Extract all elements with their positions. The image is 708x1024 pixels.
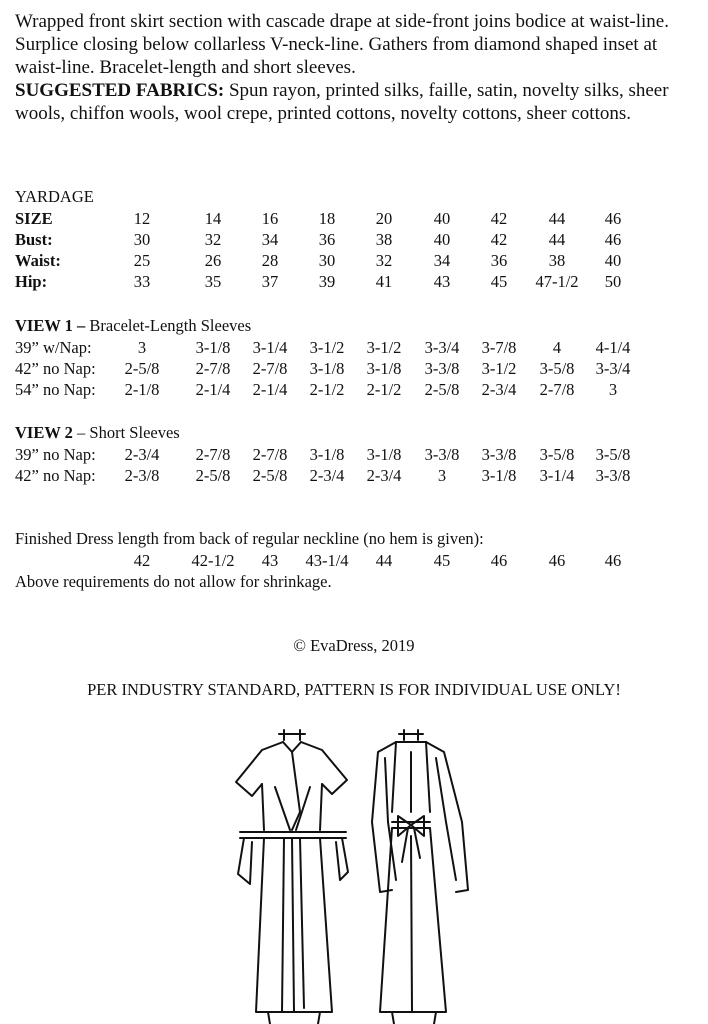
view2-cell: 2-3/4 [309, 466, 345, 485]
view1-heading [15, 316, 251, 336]
measurement-cell: 46 [604, 230, 622, 249]
measurement-cell: 42 [490, 230, 508, 249]
view1-cell: 3-1/2 [309, 338, 345, 357]
view1-cell: 2-1/8 [124, 380, 160, 399]
view1-cell: 3-1/8 [309, 359, 345, 378]
measurement-cell: 46 [604, 209, 622, 228]
view2-cell: 2-5/8 [252, 466, 288, 485]
measurement-row-label: Hip: [15, 272, 48, 291]
view2-cell: 2-7/8 [252, 445, 288, 464]
measurement-cell: 14 [204, 209, 222, 228]
finished-length-cell: 45 [433, 551, 451, 570]
copyright: © EvaDress, 2019 [293, 636, 415, 655]
view2-cell: 2-7/8 [195, 445, 231, 464]
measurement-cell: 20 [375, 209, 393, 228]
view1-subtitle: Bracelet-Length Sleeves [89, 316, 252, 335]
view2-cell: 3-1/4 [539, 466, 575, 485]
view2-cell: 3-5/8 [539, 445, 575, 464]
view1-cell: 3-7/8 [481, 338, 517, 357]
view1-cell: 3-1/8 [366, 359, 402, 378]
measurement-cell: 41 [375, 272, 393, 291]
view2-cell: 2-3/8 [124, 466, 160, 485]
finished-length-cell: 43 [261, 551, 279, 570]
measurement-cell: 43 [433, 272, 451, 291]
measurement-row-label: Waist: [15, 251, 61, 270]
measurement-cell: 40 [433, 209, 451, 228]
finished-length-cell: 46 [548, 551, 566, 570]
view1-row-label: 42” no Nap: [15, 359, 96, 378]
view1-cell: 2-1/4 [195, 380, 231, 399]
view2-cell: 3-1/8 [481, 466, 517, 485]
measurement-cell: 38 [548, 251, 566, 270]
measurement-cell: 38 [375, 230, 393, 249]
yardage-heading: YARDAGE [15, 187, 94, 206]
view1-cell: 2-7/8 [252, 359, 288, 378]
view2-cell: 3-3/8 [595, 466, 631, 485]
view1-cell: 3-5/8 [539, 359, 575, 378]
finished-length-cell: 46 [490, 551, 508, 570]
view1-cell: 3-3/4 [595, 359, 631, 378]
view1-cell: 3-3/8 [424, 359, 460, 378]
view2-cell: 2-3/4 [124, 445, 160, 464]
back-view-figure [372, 730, 468, 1024]
fabrics-label: SUGGESTED FABRICS: [15, 80, 225, 101]
view2-title: VIEW 2 [15, 423, 73, 442]
measurement-cell: 40 [604, 251, 622, 270]
measurement-cell: 34 [433, 251, 451, 270]
view2-cell: 2-3/4 [366, 466, 402, 485]
measurement-cell: 40 [433, 230, 451, 249]
measurement-cell: 36 [490, 251, 508, 270]
measurement-cell: 26 [204, 251, 222, 270]
view1-cell: 3 [137, 338, 147, 357]
shrinkage-note: Above requirements do not allow for shrinkage. [15, 572, 332, 591]
view1-cell: 3-1/8 [195, 338, 231, 357]
view1-cell: 4 [552, 338, 562, 357]
view1-cell: 3 [608, 380, 618, 399]
front-view-figure [236, 730, 348, 1024]
view1-cell: 3-1/2 [366, 338, 402, 357]
view1-cell: 2-5/8 [124, 359, 160, 378]
view1-title: VIEW 1 – [15, 316, 86, 335]
view1-row-label: 54” no Nap: [15, 380, 96, 399]
measurement-cell: 50 [604, 272, 622, 291]
view1-cell: 2-7/8 [539, 380, 575, 399]
measurement-cell: 37 [261, 272, 279, 291]
measurement-cell: 32 [375, 251, 393, 270]
view1-row-label: 39” w/Nap: [15, 338, 92, 357]
view2-subtitle: – Short Sleeves [77, 423, 180, 442]
measurement-cell: 30 [133, 230, 151, 249]
finished-length-cell: 42 [133, 551, 151, 570]
finished-length-label: Finished Dress length from back of regular neckline (no hem is given): [15, 529, 484, 548]
measurement-cell: 44 [548, 230, 566, 249]
finished-length-cell: 42-1/2 [191, 551, 235, 570]
measurement-cell: 16 [261, 209, 279, 228]
view2-heading [15, 423, 180, 443]
dress-illustration [0, 712, 708, 1024]
view1-cell: 3-1/2 [481, 359, 517, 378]
measurement-cell: 18 [318, 209, 336, 228]
measurement-cell: 45 [490, 272, 508, 291]
measurement-cell: 25 [133, 251, 151, 270]
view1-cell: 3-1/4 [252, 338, 288, 357]
measurement-row-label: SIZE [15, 209, 53, 228]
measurement-cell: 36 [318, 230, 336, 249]
pattern-description [15, 10, 705, 125]
measurement-cell: 42 [490, 209, 508, 228]
measurement-cell: 33 [133, 272, 151, 291]
measurement-cell: 28 [261, 251, 279, 270]
view1-cell: 2-5/8 [424, 380, 460, 399]
measurement-cell: 34 [261, 230, 279, 249]
industry-notice: PER INDUSTRY STANDARD, PATTERN IS FOR INDIVIDUAL USE ONLY! [87, 680, 621, 699]
measurement-cell: 44 [548, 209, 566, 228]
description-text: Wrapped front skirt section with cascade drape at side-front joins bodice at waist-line. Surplice closing below collarless V-neck-line. Gathers from diamond shaped inset at waist-line. Bracelet-length and short sleeves. [15, 11, 669, 78]
view2-row-label: 42” no Nap: [15, 466, 96, 485]
view2-cell: 3-1/8 [366, 445, 402, 464]
view2-cell: 3-1/8 [309, 445, 345, 464]
view2-row-label: 39” no Nap: [15, 445, 96, 464]
view1-cell: 2-7/8 [195, 359, 231, 378]
view2-cell: 3-3/8 [424, 445, 460, 464]
view2-cell: 3-5/8 [595, 445, 631, 464]
view2-cell: 3 [437, 466, 447, 485]
finished-length-cell: 44 [375, 551, 393, 570]
finished-length-cell: 46 [604, 551, 622, 570]
view1-cell: 2-1/4 [252, 380, 288, 399]
view2-cell: 3-3/8 [481, 445, 517, 464]
fabrics-text: Spun rayon, printed silks, faille, satin, novelty silks, sheer wools, chiffon wools, wool crepe, printed cottons, novelty cottons, sheer cottons. [15, 80, 669, 124]
view1-cell: 3-3/4 [424, 338, 460, 357]
view1-cell: 2-1/2 [309, 380, 345, 399]
measurement-cell: 39 [318, 272, 336, 291]
measurement-cell: 30 [318, 251, 336, 270]
measurement-cell: 47-1/2 [535, 272, 579, 291]
view2-cell: 2-5/8 [195, 466, 231, 485]
view1-cell: 4-1/4 [595, 338, 631, 357]
measurement-row-label: Bust: [15, 230, 53, 249]
view1-cell: 2-3/4 [481, 380, 517, 399]
finished-length-cell: 43-1/4 [305, 551, 349, 570]
measurement-cell: 35 [204, 272, 222, 291]
view1-cell: 2-1/2 [366, 380, 402, 399]
measurement-cell: 12 [133, 209, 151, 228]
measurement-cell: 32 [204, 230, 222, 249]
